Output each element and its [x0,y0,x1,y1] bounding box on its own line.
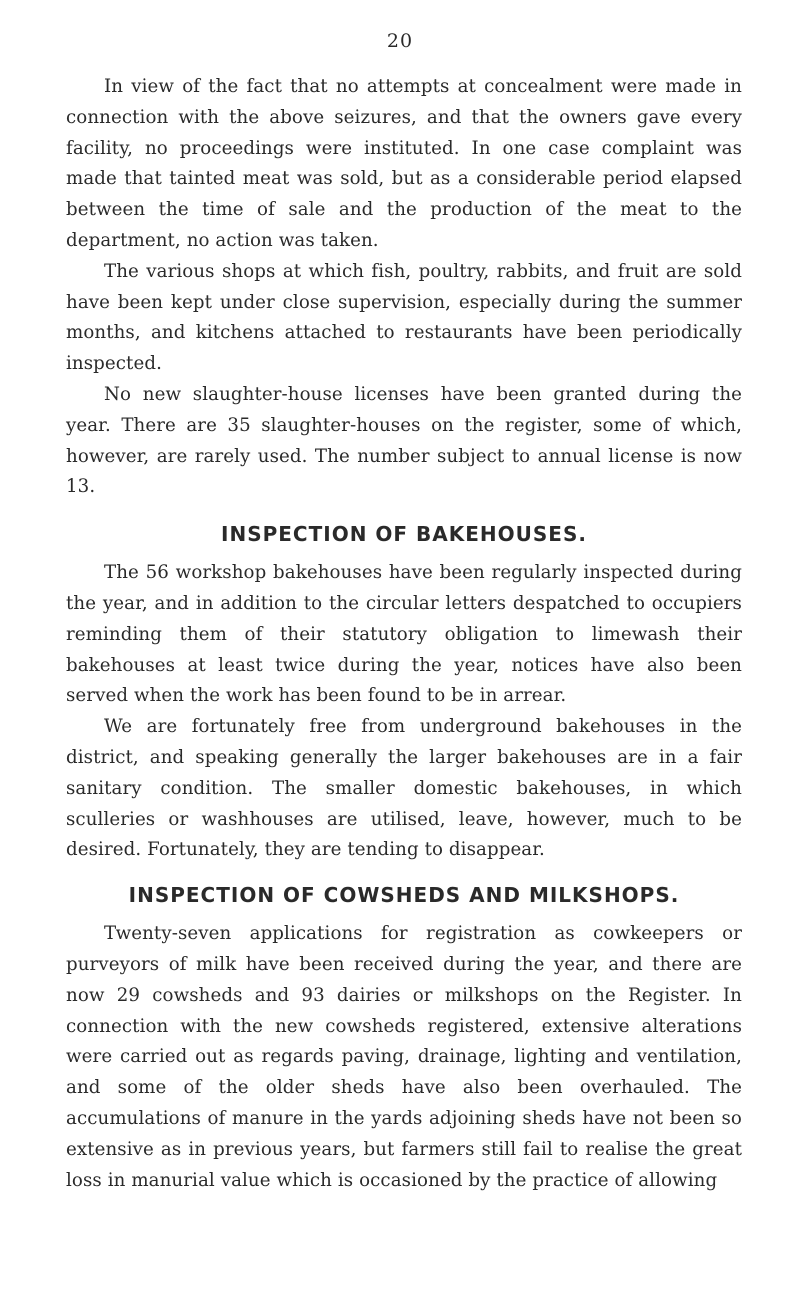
heading-cowsheds: INSPECTION OF COWSHEDS AND MILKSHOPS. [128,883,680,908]
paragraph-cowsheds: Twenty-seven applications for registration as cowkeepers or purveyors of milk have been received during the year, and there are now 29 cowsheds and 93 dairies or milkshops on the Register. In connection with the new cowsheds registered, extensive alterations were carried out as regards paving, drainage, lighting and ventilation, and some of the older sheds have also been overhauled. The accumulations of manure in the yards adjoining sheds have not been so extensive as in previous years, but farmers still fail to realise the great loss in manurial value which is occasioned by the practice of allowing [66,923,742,1191]
paragraph-slaughter-houses: No new slaughter-house licenses have been granted during the year. There are 35 slaughter-houses on the register, some of which, however, are rarely used. The number subject to annual license is now 13. [66,383,742,498]
paragraph-bakehouses-inspection: The 56 workshop bakehouses have been regularly inspected during the year, and in addition to the circular letters despatched to occupiers reminding them of their statutory obligation to limewash their bakehouses at least twice during the year, notices have also been served when the work has been found to be in arrear. [66,562,742,707]
page-number: 20 [386,30,414,52]
heading-bakehouses: INSPECTION OF BAKEHOUSES. [221,522,587,547]
paragraph-shops: The various shops at which fish, poultry, rabbits, and fruit are sold have been kept under close supervision, especially during the summer months, and kitchens attached to restaurants have been periodically inspected. [66,260,742,375]
document-body [66,72,742,1196]
paragraph-seizures: In view of the fact that no attempts at concealment were made in connection with the above seizures, and that the owners gave every facility, no proceedings were instituted. In one case complaint was made that tainted meat was sold, but as a considerable period elapsed between the time of sale and the production of the meat to the department, no action was taken. [66,76,742,251]
paragraph-bakehouses-condition: We are fortunately free from underground bakehouses in the district, and speaking generally the larger bakehouses are in a fair sanitary condition. The smaller domestic bakehouses, in which sculleries or washhouses are utilised, leave, however, much to be desired. Fortunately, they are tending to disappear. [66,716,742,861]
